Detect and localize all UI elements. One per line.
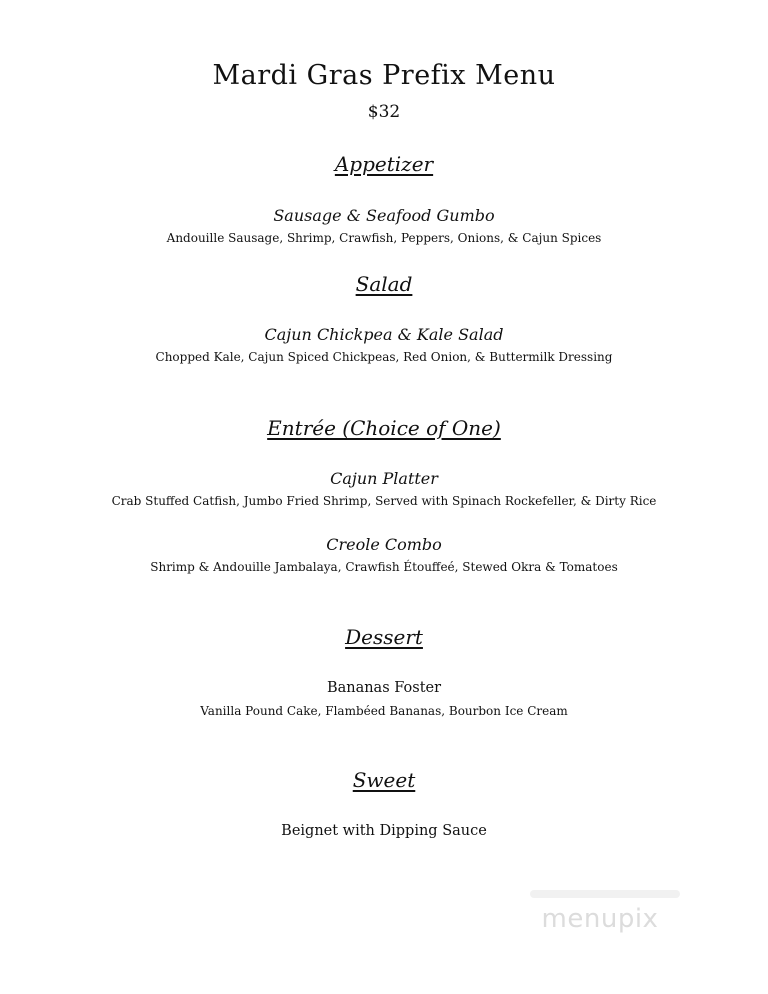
watermark-logo-text: menupix	[541, 904, 659, 934]
dessert-item-description: Vanilla Pound Cake, Flambéed Bananas, Bourbon Ice Cream	[200, 704, 568, 718]
menupix-watermark	[530, 890, 670, 934]
section-heading-entree: Entrée (Choice of One)	[267, 416, 501, 440]
salad-item-description: Chopped Kale, Cajun Spiced Chickpeas, Red Onion, & Buttermilk Dressing	[155, 350, 613, 364]
section-heading-sweet: Sweet	[352, 768, 416, 792]
salad-item-name: Cajun Chickpea & Kale Salad	[264, 325, 504, 344]
entree-item-name: Creole Combo	[326, 535, 442, 554]
appetizer-item-name: Sausage & Seafood Gumbo	[273, 206, 495, 225]
menu-price: $32	[367, 102, 401, 122]
sweet-item-name: Beignet with Dipping Sauce	[281, 823, 487, 839]
section-heading-appetizer: Appetizer	[334, 152, 434, 176]
section-heading-dessert: Dessert	[345, 625, 423, 649]
menu-title: Mardi Gras Prefix Menu	[212, 60, 556, 91]
appetizer-item-description: Andouille Sausage, Shrimp, Crawfish, Peppers, Onions, & Cajun Spices	[166, 231, 602, 245]
entree-item-description: Shrimp & Andouille Jambalaya, Crawfish Étouffeé, Stewed Okra & Tomatoes	[150, 560, 618, 574]
watermark-bar	[530, 890, 680, 898]
dessert-item-name: Bananas Foster	[326, 680, 442, 696]
entree-item-description: Crab Stuffed Catfish, Jumbo Fried Shrimp, Served with Spinach Rockefeller, & Dirty Rice	[111, 494, 657, 508]
section-heading-salad: Salad	[355, 272, 413, 296]
entree-item-name: Cajun Platter	[330, 469, 438, 488]
